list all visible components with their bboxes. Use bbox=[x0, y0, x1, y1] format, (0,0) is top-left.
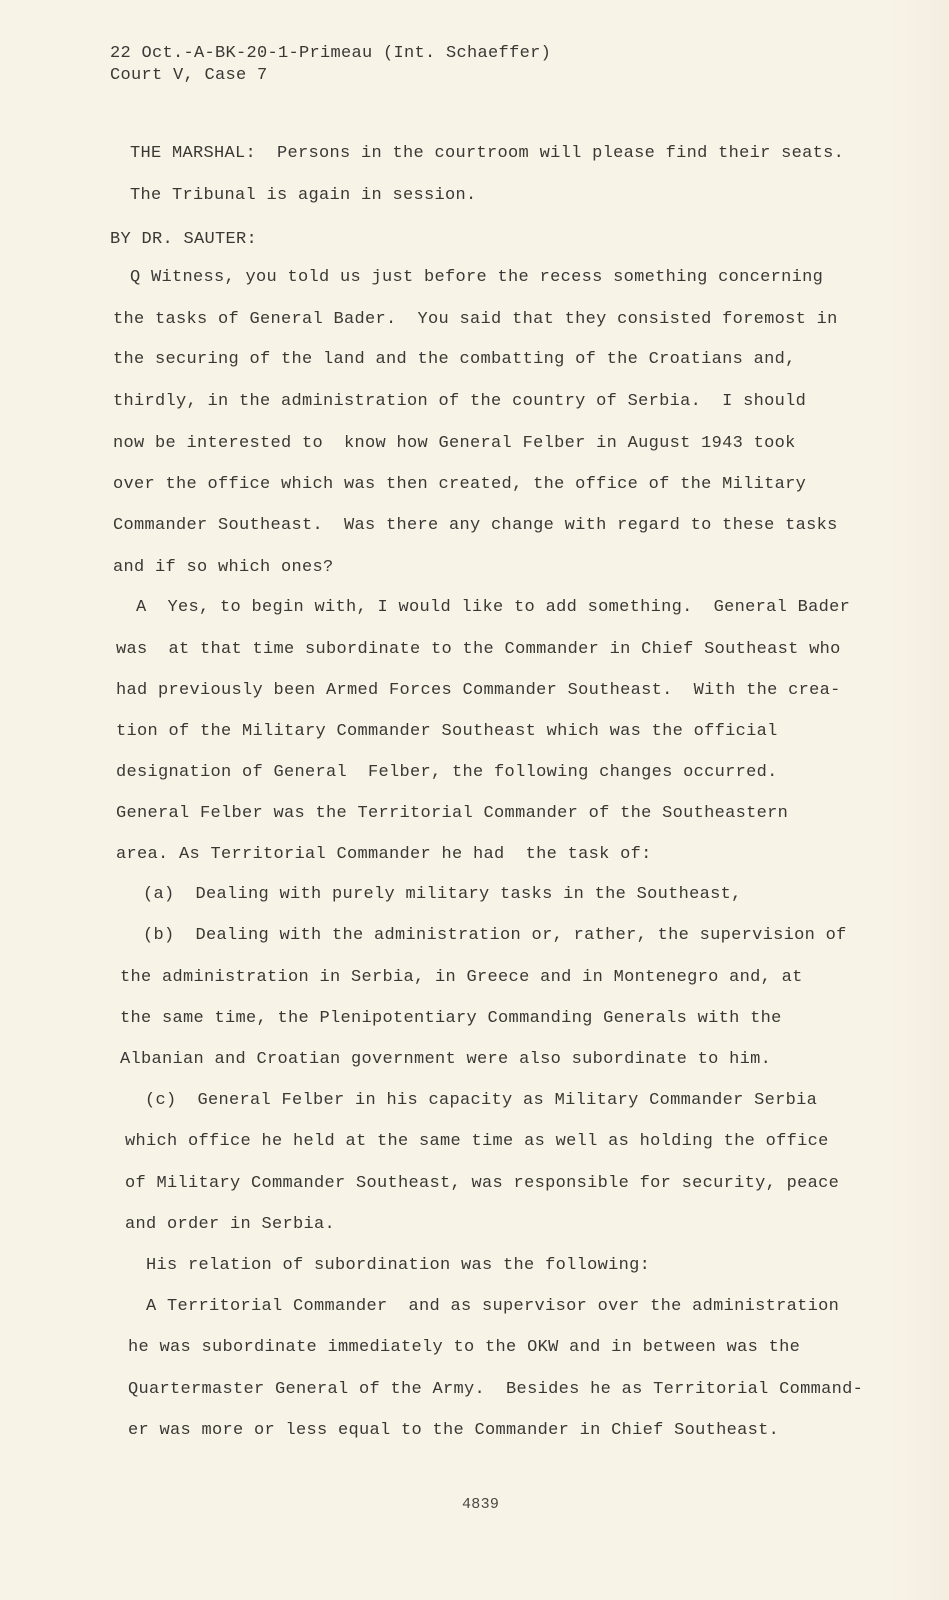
page-number: 4839 bbox=[462, 1496, 500, 1513]
transcript-line: designation of General Felber, the following changes occurred. bbox=[116, 763, 778, 782]
transcript-line: now be interested to know how General Felber in August 1943 took bbox=[113, 434, 796, 453]
transcript-line: A Yes, to begin with, I would like to add something. General Bader bbox=[136, 598, 851, 617]
transcript-line: which office he held at the same time as well as holding the office bbox=[125, 1132, 829, 1151]
transcript-line: the securing of the land and the combatting of the Croatians and, bbox=[113, 350, 796, 369]
transcript-line: the same time, the Plenipotentiary Commanding Generals with the bbox=[120, 1009, 782, 1028]
transcript-line: had previously been Armed Forces Commander Southeast. With the crea- bbox=[116, 681, 841, 700]
paper-edge-shading bbox=[889, 0, 949, 1600]
transcript-line: A Territorial Commander and as supervisor over the administration bbox=[146, 1297, 840, 1316]
transcript-line: His relation of subordination was the following: bbox=[146, 1256, 651, 1275]
transcript-line: THE MARSHAL: Persons in the courtroom will please find their seats. bbox=[130, 144, 845, 163]
transcript-line: General Felber was the Territorial Commander of the Southeastern bbox=[116, 804, 789, 823]
court-case-label: Court V, Case 7 bbox=[110, 66, 268, 85]
transcript-line: er was more or less equal to the Commander in Chief Southeast. bbox=[128, 1421, 780, 1440]
transcript-line: the administration in Serbia, in Greece and in Montenegro and, at bbox=[120, 968, 803, 987]
transcript-line: Albanian and Croatian government were also subordinate to him. bbox=[120, 1050, 772, 1069]
list-item-b: (b) Dealing with the administration or, rather, the supervision of bbox=[143, 926, 847, 945]
transcript-line: Quartermaster General of the Army. Besides he as Territorial Command- bbox=[128, 1380, 864, 1399]
transcript-line: and if so which ones? bbox=[113, 558, 334, 577]
transcript-line: thirdly, in the administration of the country of Serbia. I should bbox=[113, 392, 807, 411]
transcript-line: area. As Territorial Commander he had the task of: bbox=[116, 845, 652, 864]
transcript-line: the tasks of General Bader. You said that they consisted foremost in bbox=[113, 310, 838, 329]
transcript-line: Q Witness, you told us just before the recess something concerning bbox=[130, 268, 824, 287]
transcript-line: The Tribunal is again in session. bbox=[130, 186, 477, 205]
transcript-line: was at that time subordinate to the Commander in Chief Southeast who bbox=[116, 640, 841, 659]
transcript-line: and order in Serbia. bbox=[125, 1215, 336, 1234]
transcript-line: he was subordinate immediately to the OKW and in between was the bbox=[128, 1338, 801, 1357]
list-item-c: (c) General Felber in his capacity as Military Commander Serbia bbox=[145, 1091, 818, 1110]
transcript-line: of Military Commander Southeast, was responsible for security, peace bbox=[125, 1174, 840, 1193]
transcript-line: Commander Southeast. Was there any change with regard to these tasks bbox=[113, 516, 838, 535]
transcript-line: tion of the Military Commander Southeast which was the official bbox=[116, 722, 778, 741]
case-reference: 22 Oct.-A-BK-20-1-Primeau (Int. Schaeffer) bbox=[110, 44, 552, 63]
transcript-line: over the office which was then created, the office of the Military bbox=[113, 475, 807, 494]
examiner-heading: BY DR. SAUTER: bbox=[110, 230, 258, 249]
list-item-a: (a) Dealing with purely military tasks in the Southeast, bbox=[143, 885, 742, 904]
